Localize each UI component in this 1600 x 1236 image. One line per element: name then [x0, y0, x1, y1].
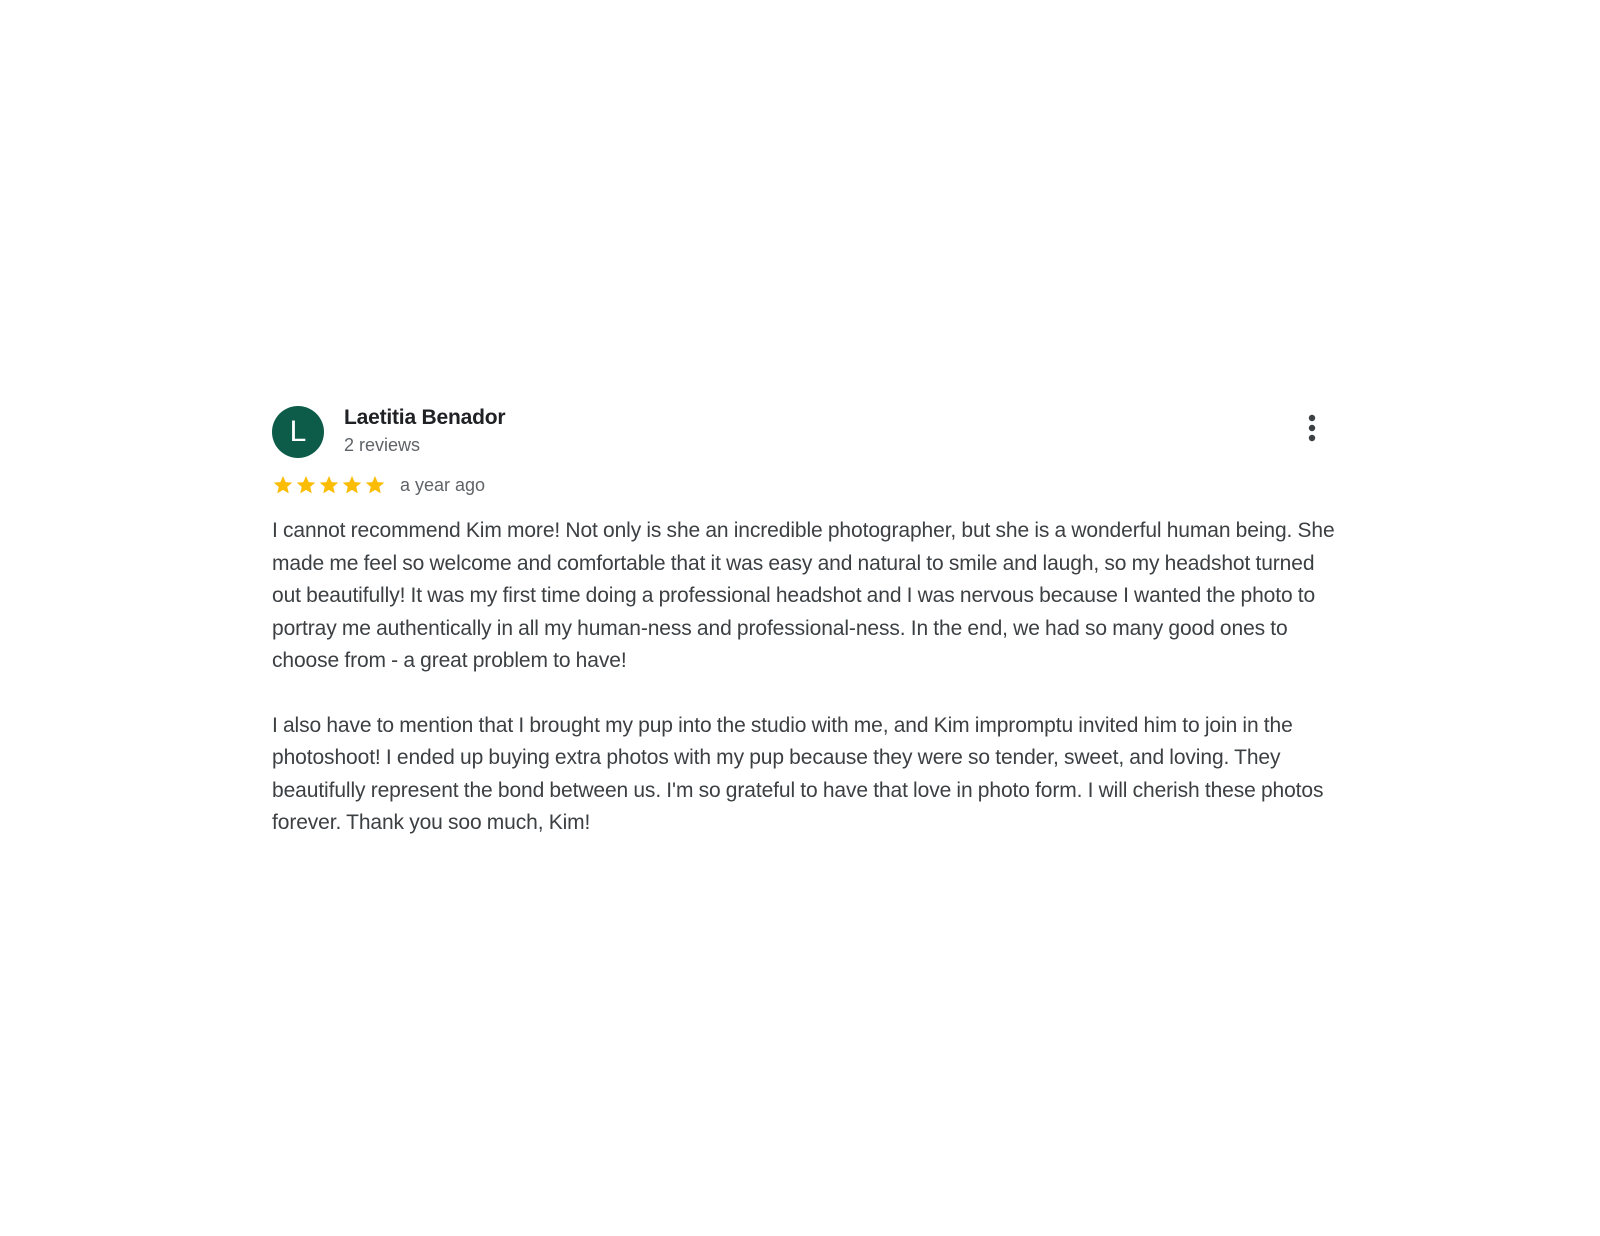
- star-icon: [318, 474, 340, 496]
- star-icon: [295, 474, 317, 496]
- star-icon: [341, 474, 363, 496]
- review-card: [272, 404, 1335, 840]
- star-rating: [272, 474, 387, 496]
- more-vert-icon: [1307, 414, 1317, 442]
- reviewer-name[interactable]: Laetitia Benador: [344, 406, 506, 429]
- review-paragraph: I cannot recommend Kim more! Not only is she an incredible photographer, but she is a wonderful human being. She made me feel so welcome and comfortable that it was easy and natural to smile and laugh, so my headshot turned out beautifully! It was my first time doing a professional headshot and I was nervous because I wanted the photo to portray me authentically in all my human-ness and professional-ness. In the end, we had so many good ones to choose from - a great problem to have!: [272, 519, 1335, 672]
- reviewer-info: [344, 404, 505, 458]
- star-icon: [272, 474, 294, 496]
- review-time: a year ago: [400, 475, 486, 495]
- reviewer-review-count[interactable]: 2 reviews: [344, 435, 421, 455]
- reviewer-header: [272, 404, 1332, 460]
- more-options-button[interactable]: [1292, 408, 1332, 448]
- star-icon: [364, 474, 386, 496]
- review-body: [272, 515, 1340, 840]
- review-paragraph: I also have to mention that I brought my pup into the studio with me, and Kim impromptu invited him to join in the photoshoot! I ended up buying extra photos with my pup because they were so tender, sweet, and loving. They beautifully represent the bond between us. I'm so grateful to have that love in photo form. I will cherish these photos forever. Thank you soo much, Kim!: [272, 713, 1324, 834]
- avatar[interactable]: [272, 406, 324, 458]
- avatar-letter: L: [289, 415, 307, 448]
- rating-row: [272, 472, 1332, 498]
